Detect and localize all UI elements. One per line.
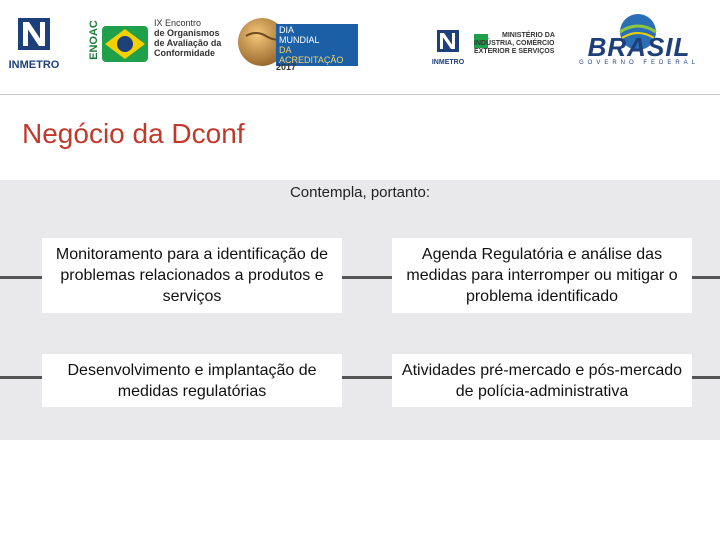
dia-line-2: MUNDIAL [279,35,320,45]
enoac-logo [88,16,233,70]
inmetro-logo-right [428,30,468,64]
ministerio-line-1: MINISTÉRIO DA [502,32,555,39]
box-monitoramento: Monitoramento para a identificação de problemas relacionados a produtos e serviços [42,238,342,313]
box-agenda-regulatoria: Agenda Regulatória e análise das medidas para interromper ou mitigar o problema identificado [392,238,692,313]
brasil-label: BRASIL [587,32,691,62]
box-atividades: Atividades pré-mercado e pós-mercado de polícia-administrativa [392,354,692,407]
page-title: Negócio da Dconf [22,118,245,149]
brasil-tagline: GOVERNO FEDERAL [578,60,699,66]
enoac-line-4: Conformidade [154,48,216,58]
dia-line-3: DA ACREDITAÇÃO [279,45,344,65]
enoac-line-3: de Avaliação da [154,38,222,48]
header-logos [0,0,720,92]
brasil-logo [576,12,702,68]
panel-subtitle: Contempla, portanto: [289,184,431,201]
inmetro-logo-icon-right [428,30,468,54]
ministerio-line-3: EXTERIOR E SERVIÇOS [474,48,555,55]
dia-year: 2017 [276,62,297,72]
enoac-line-2: de Organismos [154,28,220,38]
header-divider [0,94,720,95]
dia-line-1: DIA [279,25,295,35]
ministerio-logo [474,32,574,62]
inmetro-logo-left [6,18,62,71]
inmetro-logo-icon [6,18,62,54]
brazil-flag-icon [102,20,150,66]
enoac-line-1: IX Encontro [154,18,202,28]
box-desenvolvimento: Desenvolvimento e implantação de medidas regulatórias [42,354,342,407]
inmetro-label-right: INMETRO [431,59,465,66]
enoac-vertical-text: ENOAC [87,20,100,60]
dia-mundial-logo [236,12,358,74]
inmetro-label-left: INMETRO [8,59,60,71]
ministerio-line-2: INDÚSTRIA, COMÉRCIO [474,40,555,47]
